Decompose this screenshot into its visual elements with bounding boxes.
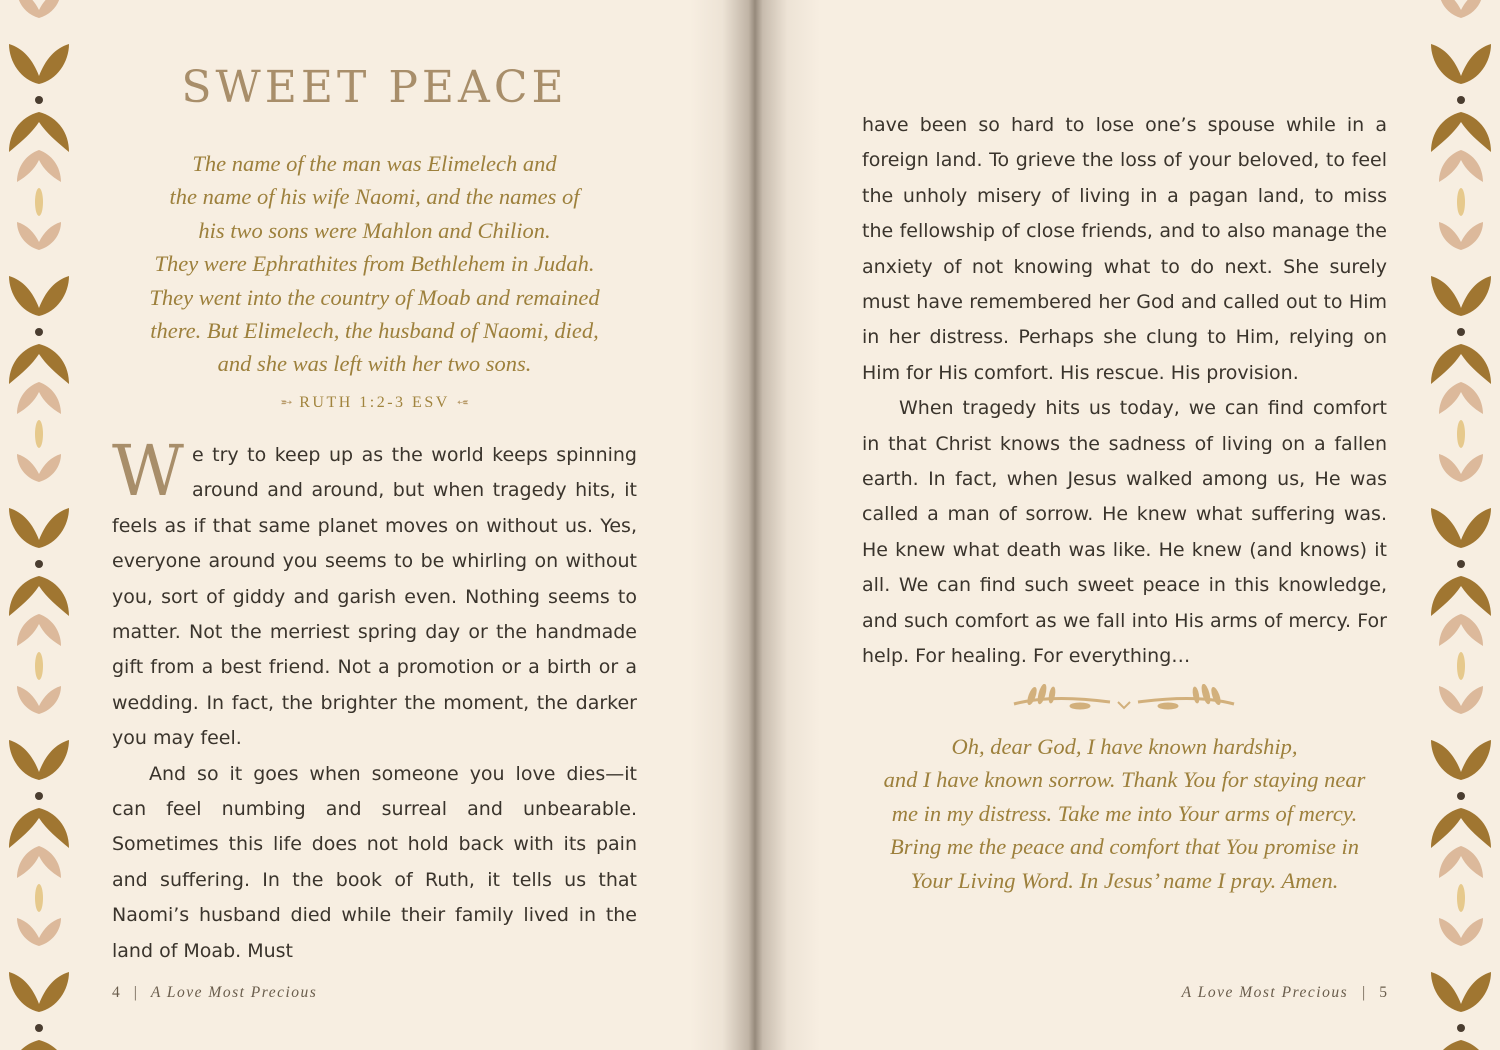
leaf-arch-light-icon: [1439, 382, 1483, 414]
prayer-line: and I have known sorrow. Thank You for staying near: [883, 767, 1366, 793]
floral-border-left: [0, 0, 78, 1050]
paragraph: [112, 430, 637, 757]
leaf-arch-light-icon: [17, 614, 61, 646]
scripture-verse: [112, 147, 637, 381]
drop-cap: W: [112, 430, 184, 512]
stem-icon: [35, 652, 43, 680]
leaf-v-icon: [1431, 740, 1491, 780]
leaf-arch-light-icon: [1439, 150, 1483, 182]
leaf-v-light-icon: [17, 222, 61, 250]
leaf-arch-icon: [1431, 344, 1491, 384]
prayer-line: me in my distress. Take me into Your arms of mercy.: [891, 800, 1358, 826]
body-text-right: [862, 108, 1387, 675]
paragraph: And so it goes when someone you love dies—it can feel numbing and surreal and unbearable. Sometimes this life does not hold back with its pain and suffering. In the book of Ruth, it tells us that Naomi’s husband died while their family lived in the land of Moab. Must: [112, 762, 637, 962]
stem-icon: [35, 420, 43, 448]
paragraph: When tragedy hits us today, we can find comfort in that Christ knows the sadness of living on a fallen earth. In fact, when Jesus walked among us, He was called a man of sorrow. He knew what suffering was. He knew what death was like. He knew (and knows) it all. We can find such sweet peace in this knowledge, and such comfort as we fall into His arms of mercy. For help. For healing. For everything…: [862, 397, 1387, 668]
leaf-arch-icon: [9, 344, 69, 384]
stem-icon: [1457, 188, 1465, 216]
prayer: [862, 730, 1387, 897]
verse-line: there. But Elimelech, the husband of Naomi, died,: [150, 318, 599, 344]
verse-line: They were Ephrathites from Bethlehem in Judah.: [154, 251, 595, 277]
leaf-v-icon: [1431, 972, 1491, 1012]
leaf-arch-icon: [1431, 1040, 1491, 1050]
leaf-v-light-icon: [1439, 0, 1483, 18]
arrow-right-icon: ➵: [280, 395, 296, 411]
stem-icon: [1457, 420, 1465, 448]
leaf-v-icon: [9, 44, 69, 84]
dot-icon: [1457, 1024, 1465, 1032]
stem-icon: [35, 884, 43, 912]
paragraph: have been so hard to lose one’s spouse while in a foreign land. To grieve the loss of your beloved, to feel the unholy misery of living in a pagan land, to miss the fellowship of close friends, and to also manage the anxiety of not knowing what to do next. She surely must have remembered her God and called out to Him in her distress. Perhaps she clung to Him, relying on Him for His comfort. His rescue. His provision.: [862, 114, 1387, 384]
stem-icon: [35, 188, 43, 216]
prayer-line: Bring me the peace and comfort that You promise in: [890, 834, 1359, 860]
page-footer-right: [1182, 984, 1387, 1002]
leaf-arch-icon: [9, 112, 69, 152]
leaf-v-light-icon: [1439, 222, 1483, 250]
verse-line: The name of the man was Elimelech and: [192, 151, 557, 176]
leaf-arch-light-icon: [17, 382, 61, 414]
leaf-arch-light-icon: [17, 846, 61, 878]
leaf-v-icon: [1431, 276, 1491, 316]
leaf-v-icon: [9, 276, 69, 316]
flourish-divider-icon: [1010, 684, 1238, 718]
verse-reference: [112, 393, 637, 412]
dot-icon: [1457, 328, 1465, 336]
page-number: 5: [1379, 984, 1387, 1001]
page-title: SWEET PEACE: [181, 62, 568, 113]
page-footer-left: [112, 984, 317, 1002]
stem-icon: [1457, 652, 1465, 680]
arrow-left-icon: ➵: [453, 395, 469, 411]
leaf-arch-light-icon: [1439, 846, 1483, 878]
stem-icon: [1457, 884, 1465, 912]
dot-icon: [35, 1024, 43, 1032]
verse-line: his two sons were Mahlon and Chilion.: [198, 217, 551, 243]
leaf-v-icon: [9, 972, 69, 1012]
leaf-arch-icon: [1431, 808, 1491, 848]
verse-reference-text: RUTH 1:2-3 ESV: [299, 394, 450, 411]
floral-border-right: [1422, 0, 1500, 1050]
leaf-arch-icon: [9, 1040, 69, 1050]
running-title: A Love Most Precious: [1181, 984, 1349, 1001]
leaf-arch-icon: [9, 808, 69, 848]
footer-separator: |: [1362, 984, 1366, 1001]
leaf-v-light-icon: [17, 918, 61, 946]
verse-line: the name of his wife Naomi, and the names of: [169, 184, 580, 210]
dot-icon: [1457, 96, 1465, 104]
leaf-v-icon: [9, 740, 69, 780]
dot-icon: [1457, 792, 1465, 800]
leaf-v-icon: [1431, 508, 1491, 548]
leaf-v-light-icon: [1439, 454, 1483, 482]
leaf-v-icon: [1431, 44, 1491, 84]
leaf-arch-icon: [9, 576, 69, 616]
dot-icon: [35, 560, 43, 568]
leaf-arch-icon: [1431, 576, 1491, 616]
leaf-v-icon: [9, 508, 69, 548]
leaf-v-light-icon: [17, 686, 61, 714]
verse-line: They went into the country of Moab and remained: [149, 284, 600, 310]
leaf-v-light-icon: [1439, 686, 1483, 714]
leaf-arch-light-icon: [1439, 614, 1483, 646]
dot-icon: [35, 328, 43, 336]
leaf-v-light-icon: [1439, 918, 1483, 946]
dot-icon: [35, 792, 43, 800]
running-title: A Love Most Precious: [150, 984, 318, 1001]
leaf-arch-icon: [1431, 112, 1491, 152]
leaf-v-light-icon: [17, 0, 61, 18]
dot-icon: [35, 96, 43, 104]
page-number: 4: [112, 984, 120, 1001]
prayer-line: Your Living Word. In Jesus’ name I pray. Amen.: [910, 867, 1339, 893]
dot-icon: [1457, 560, 1465, 568]
verse-line: and she was left with her two sons.: [217, 351, 532, 377]
body-text-left: [112, 430, 637, 969]
prayer-line: Oh, dear God, I have known hardship,: [951, 734, 1298, 759]
leaf-arch-light-icon: [17, 150, 61, 182]
footer-separator: |: [133, 984, 137, 1001]
leaf-v-light-icon: [17, 454, 61, 482]
paragraph-text: e try to keep up as the world keeps spinning around and around, but when tragedy hits, it feels as if that same planet moves on without us. Yes, everyone around you seems to be whirling on without you, sort of giddy and garish even. Nothing seems to matter. Not the merriest spring day or the handmade gift from a best friend. Not a promotion or a birth or a wedding. In fact, the brighter the moment, the darker you may feel.: [112, 444, 637, 750]
